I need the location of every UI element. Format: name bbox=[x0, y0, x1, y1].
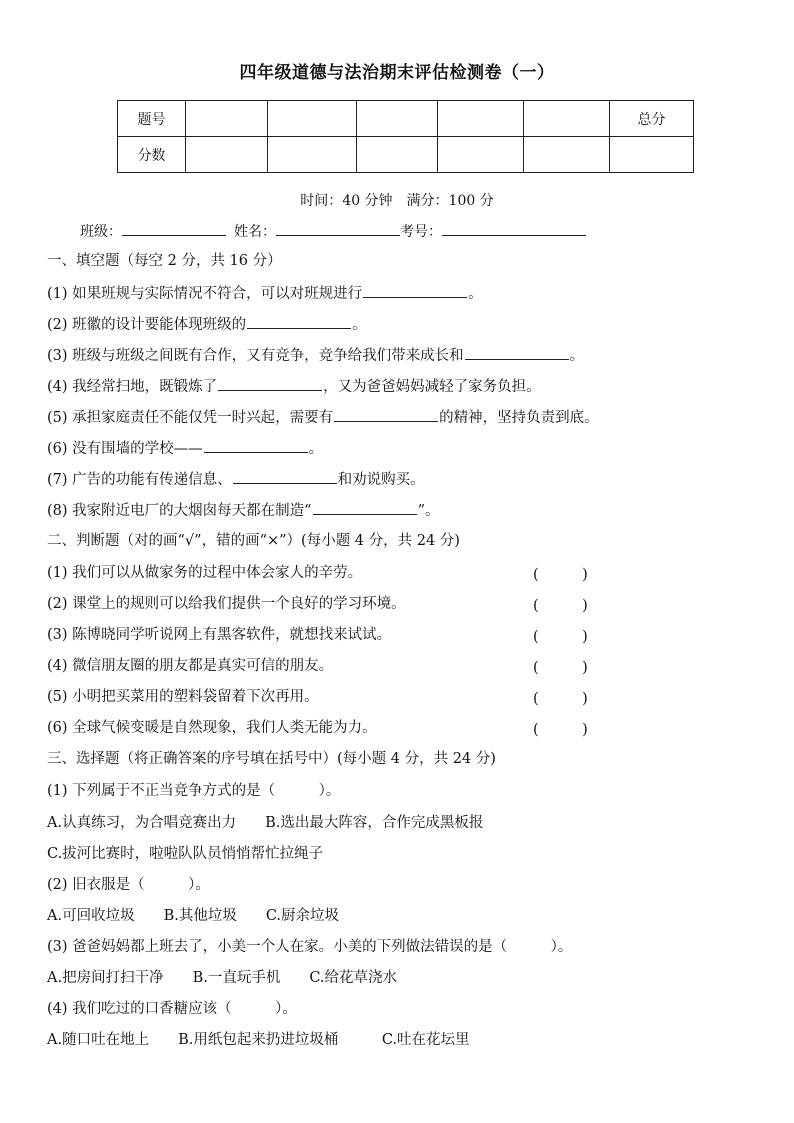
answer-blank[interactable] bbox=[334, 407, 438, 422]
choice-options: A.把房间打扫干净 B.一直玩手机 C.给花草浇水 bbox=[47, 970, 398, 986]
answer-paren[interactable]: ( ) bbox=[533, 722, 588, 738]
row-label-score: 分数 bbox=[118, 137, 186, 173]
exam-meta: 时间：40 分钟 满分：100 分 bbox=[300, 193, 494, 209]
exam-no-label: 考号： bbox=[400, 224, 442, 240]
choice-question: (2) 旧衣服是（ ）。 bbox=[47, 877, 210, 893]
answer-blank[interactable] bbox=[465, 345, 569, 360]
answer-blank[interactable] bbox=[363, 283, 467, 298]
score-cell[interactable] bbox=[524, 137, 610, 173]
section-heading: 一、填空题（每空 2 分，共 16 分） bbox=[47, 253, 282, 269]
fill-question: (8) 我家附近电厂的大烟囱每天都在制造“ ”。 bbox=[47, 500, 439, 521]
section-heading: 二、判断题（对的画“√”，错的画“×”）(每小题 4 分，共 24 分) bbox=[47, 533, 460, 549]
student-info-line bbox=[80, 221, 586, 241]
choice-question: (3) 爸爸妈妈都上班去了，小美一个人在家。小美的下列做法错误的是（ ）。 bbox=[47, 939, 573, 955]
fill-question: (6) 没有围墙的学校—— 。 bbox=[47, 438, 323, 459]
fill-question: (3) 班级与班级之间既有合作，又有竞争，竞争给我们带来成长和 。 bbox=[47, 345, 584, 366]
choice-options: A.可回收垃圾 B.其他垃圾 C.厨余垃圾 bbox=[47, 908, 340, 924]
answer-blank[interactable] bbox=[218, 376, 322, 391]
score-cell[interactable] bbox=[357, 101, 438, 137]
answer-paren[interactable]: ( ) bbox=[533, 691, 588, 707]
fill-question: (5) 承担家庭责任不能仅凭一时兴起，需要有 的精神，坚持负责到底。 bbox=[47, 407, 599, 428]
score-cell[interactable] bbox=[357, 137, 438, 173]
answer-paren[interactable]: ( ) bbox=[533, 598, 588, 614]
answer-blank[interactable] bbox=[313, 500, 417, 515]
judge-question: (1) 我们可以从做家务的过程中体会家人的辛劳。 bbox=[47, 565, 363, 581]
total-label: 总分 bbox=[610, 101, 694, 137]
score-table-row bbox=[118, 101, 694, 137]
score-cell[interactable] bbox=[268, 101, 357, 137]
score-table bbox=[117, 100, 694, 173]
class-label: 班级： bbox=[80, 224, 122, 240]
choice-options: C.拔河比赛时，啦啦队队员悄悄帮忙拉绳子 bbox=[47, 846, 324, 862]
score-cell[interactable] bbox=[438, 101, 524, 137]
score-cell[interactable] bbox=[524, 101, 610, 137]
class-field[interactable] bbox=[122, 221, 226, 236]
answer-paren[interactable]: ( ) bbox=[533, 660, 588, 676]
fill-question: (7) 广告的功能有传递信息、 和劝说购买。 bbox=[47, 469, 425, 490]
name-label: 姓名： bbox=[234, 224, 276, 240]
page-title: 四年级道德与法治期末评估检测卷（一） bbox=[239, 63, 555, 83]
total-score-cell[interactable] bbox=[610, 137, 694, 173]
answer-paren[interactable]: ( ) bbox=[533, 567, 588, 583]
score-cell[interactable] bbox=[438, 137, 524, 173]
row-label-question-no: 题号 bbox=[118, 101, 186, 137]
judge-question: (2) 课堂上的规则可以给我们提供一个良好的学习环境。 bbox=[47, 596, 406, 612]
fill-question: (1) 如果班规与实际情况不符合，可以对班规进行 。 bbox=[47, 283, 483, 304]
choice-question: (1) 下列属于不正当竞争方式的是（ ）。 bbox=[47, 783, 341, 799]
score-cell[interactable] bbox=[186, 101, 268, 137]
answer-blank[interactable] bbox=[247, 314, 351, 329]
choice-options: A.随口吐在地上 B.用纸包起来扔进垃圾桶 C.吐在花坛里 bbox=[47, 1032, 470, 1048]
score-cell[interactable] bbox=[268, 137, 357, 173]
answer-blank[interactable] bbox=[233, 469, 337, 484]
score-table-row bbox=[118, 137, 694, 173]
choice-options: A.认真练习，为合唱竞赛出力 B.选出最大阵容，合作完成黑板报 bbox=[47, 815, 484, 831]
exam-no-field[interactable] bbox=[442, 221, 586, 236]
judge-question: (3) 陈博晓同学听说网上有黑客软件，就想找来试试。 bbox=[47, 627, 392, 643]
section-heading: 三、选择题（将正确答案的序号填在括号中）(每小题 4 分，共 24 分) bbox=[47, 751, 496, 767]
judge-question: (4) 微信朋友圈的朋友都是真实可信的朋友。 bbox=[47, 658, 334, 674]
name-field[interactable] bbox=[276, 221, 400, 236]
answer-blank[interactable] bbox=[204, 438, 308, 453]
fill-question: (2) 班徽的设计要能体现班级的 。 bbox=[47, 314, 367, 335]
judge-question: (6) 全球气候变暖是自然现象，我们人类无能为力。 bbox=[47, 720, 377, 736]
score-cell[interactable] bbox=[186, 137, 268, 173]
judge-question: (5) 小明把买菜用的塑料袋留着下次再用。 bbox=[47, 689, 319, 705]
answer-paren[interactable]: ( ) bbox=[533, 629, 588, 645]
choice-question: (4) 我们吃过的口香糖应该（ ）。 bbox=[47, 1001, 297, 1017]
fill-question: (4) 我经常扫地，既锻炼了 ，又为爸爸妈妈减轻了家务负担。 bbox=[47, 376, 541, 397]
